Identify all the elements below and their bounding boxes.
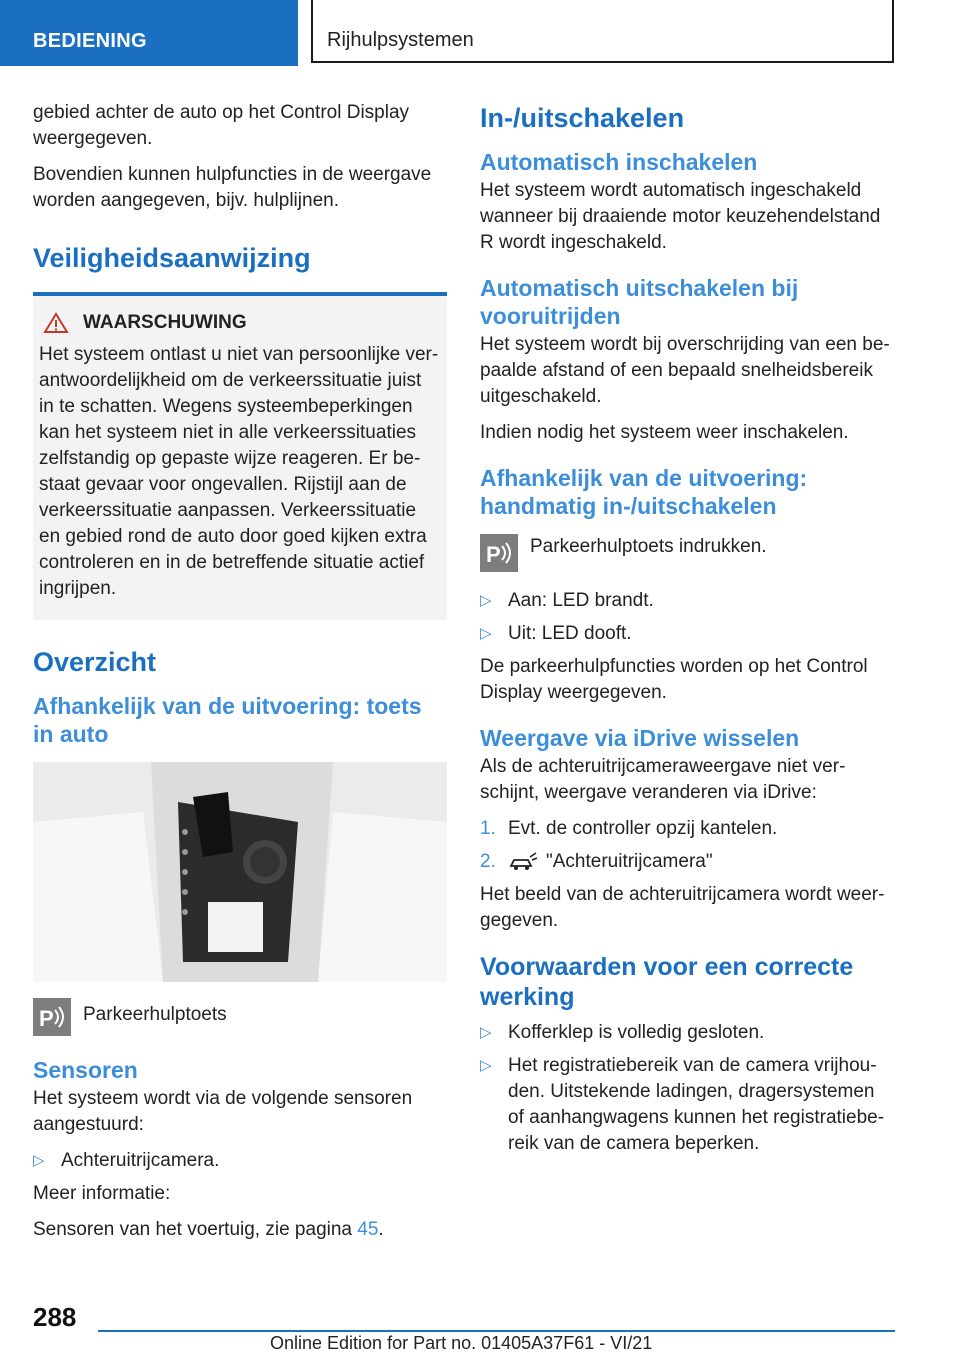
sensors-reference [33, 1217, 447, 1243]
warning-title-text: WAARSCHUWING [83, 312, 247, 333]
auto-on-text: Het systeem wordt automatisch ingeschakeld wanneer bij draaiende motor keuzehendelstand R wordt ingeschakeld. [480, 180, 881, 253]
intro-text-2: Bovendien kunnen hulpfuncties in de weergave worden aangegeven, bijv. hulplijnen. [33, 164, 432, 211]
manual-caption: Parkeerhulptoets indrukken. [530, 536, 767, 557]
manual-heading: Afhankelijk van de uitvoering: handmatig in-/uitschakelen [480, 465, 808, 519]
button-heading: Afhankelijk van de uitvoering: toets in auto [33, 693, 422, 747]
list-item [480, 1053, 895, 1157]
console-photo [33, 762, 447, 982]
list-item [480, 1020, 895, 1046]
warning-text: Het systeem ontlast u niet van persoonlijke verantwoordelijkheid om de verkeerssituatie juist in te schatten. Wegens systeembeperkingen kan het systeem niet in alle verkeerssituaties zelfstandig op gepaste wijze reageren. Er bestaat gevaar voor ongevallen. Rijstijl aan de verkeerssituatie aanpassen. Verkeerssituatie en gebied rond de auto door goed kijken extra controleren en in de betreffende situatie actief ingrijpen. [39, 344, 439, 599]
right-column [480, 100, 895, 1164]
safety-heading: Veiligheidsaanwijzing [33, 243, 311, 273]
more-info-label: Meer informatie: [33, 1183, 171, 1204]
list-item [480, 588, 895, 614]
manual-text: De parkeerhulpfuncties worden op het Control Display weergegeven. [480, 656, 868, 703]
idrive-result: Het beeld van de achteruitrijcamera wordt weergegeven. [480, 884, 885, 931]
step-text: Evt. de controller opzij kantelen. [508, 818, 778, 839]
console-illustration [33, 762, 447, 982]
park-assist-icon [33, 998, 71, 1036]
chapter-label: Rijhulpsystemen [327, 29, 474, 51]
page-link[interactable]: 45 [357, 1219, 379, 1240]
park-assist-icon [480, 534, 518, 572]
triangle-bullet-icon: ▷ [480, 625, 492, 642]
park-button-caption-row [33, 998, 447, 1036]
svg-text:P: P [39, 1006, 54, 1030]
manual-bullet-on: Aan: LED brandt. [508, 590, 654, 611]
list-item [480, 849, 895, 875]
intro-text: gebied achter de auto op het Control Display weergegeven. [33, 102, 410, 149]
rear-camera-icon [508, 851, 538, 873]
idrive-heading: Weergave via iDrive wisselen [480, 725, 800, 751]
footer-divider [98, 1330, 895, 1332]
manual-bullet-off: Uit: LED dooft. [508, 623, 632, 644]
sensors-ref-end: . [378, 1219, 384, 1240]
step-number: 2. [480, 851, 496, 872]
left-column [33, 100, 447, 1253]
overview-heading: Overzicht [33, 647, 157, 677]
step-number: 1. [480, 818, 496, 839]
edition-footer: Online Edition for Part no. 01405A37F61 - VI/21 [270, 1333, 653, 1353]
triangle-bullet-icon: ▷ [480, 1024, 492, 1041]
triangle-bullet-icon: ▷ [33, 1152, 45, 1169]
sensors-heading: Sensoren [33, 1057, 138, 1083]
step-text: "Achteruitrijcamera" [546, 851, 713, 872]
sensors-ref-text: Sensoren van het voertuig, zie pagina [33, 1219, 352, 1240]
sensors-text: Het systeem wordt via de volgende sensoren aangestuurd: [33, 1088, 413, 1135]
manual-caption-row [480, 534, 895, 572]
section-label: BEDIENING [33, 30, 147, 52]
sensors-bullet-text: Achteruitrijcamera. [61, 1150, 220, 1171]
auto-off-heading: Automatisch uitschakelen bij vooruitrijden [480, 275, 799, 329]
warning-title [39, 312, 441, 334]
auto-on-heading: Automatisch inschakelen [480, 149, 758, 175]
chapter-tab [311, 0, 894, 63]
list-item [33, 1148, 447, 1174]
triangle-bullet-icon: ▷ [480, 1057, 492, 1074]
idrive-text: Als de achteruitrijcameraweergave niet verschijnt, weergave veranderen via iDrive: [480, 756, 846, 803]
list-item [480, 816, 895, 842]
section-tab [0, 0, 298, 66]
triangle-bullet-icon: ▷ [480, 592, 492, 609]
list-item [480, 621, 895, 647]
warning-triangle-icon [43, 312, 69, 334]
page-number: 288 [33, 1302, 77, 1332]
svg-text:P: P [486, 542, 501, 566]
warning-box [33, 292, 447, 620]
condition-text: Het registratiebereik van de camera vrijhouden. Uitstekende ladingen, dragersystemen of aanhangwagens kunnen het registratiebereik van de camera beperken. [508, 1055, 885, 1154]
onoff-heading: In-/uitschakelen [480, 103, 685, 133]
auto-off-text: Het systeem wordt bij overschrijding van een bepaalde afstand of een bepaald snelheidsbereik uitgeschakeld. [480, 334, 890, 407]
condition-text: Kofferklep is volledig gesloten. [508, 1022, 765, 1043]
park-button-caption: Parkeerhulptoets [83, 1004, 227, 1025]
auto-off-text-2: Indien nodig het systeem weer inschakelen. [480, 422, 849, 443]
conditions-heading: Voorwaarden voor een correcte werking [480, 953, 854, 1011]
